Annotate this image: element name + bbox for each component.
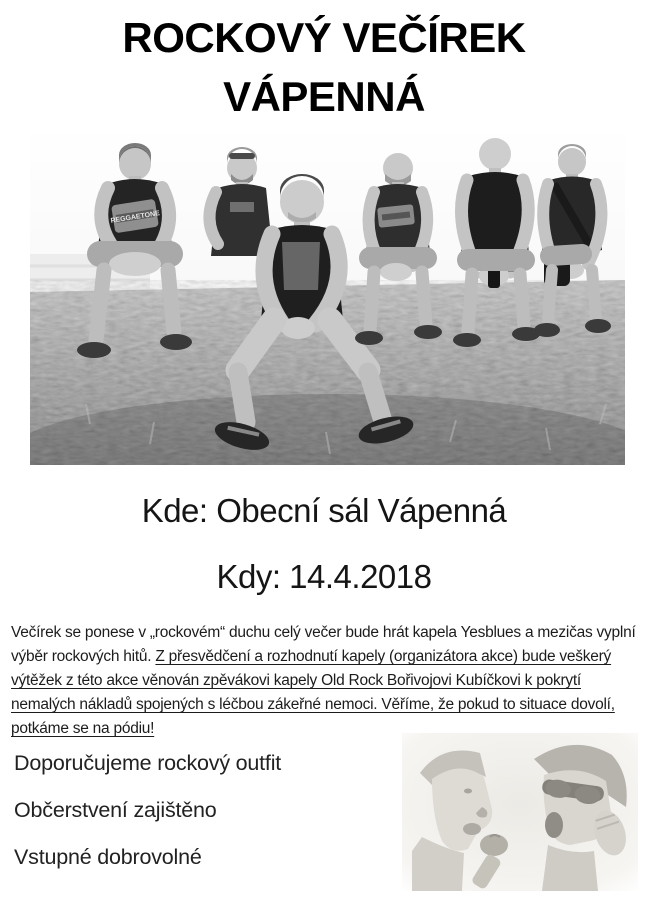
poster-title [0,8,648,126]
duet-photo-illustration [402,733,638,891]
info-line-refreshments: Občerstvení zajištěno [14,798,217,822]
info-lines [14,750,414,891]
band-photo-illustration [30,124,625,465]
when-line: Kdy: 14.4.2018 [216,558,432,595]
event-description [11,621,639,741]
description-intro: Večírek se ponese v „rockovém“ duchu celý večer bude hrát kapela Yesblues a mezičas vyplní výběr rockových hitů. [11,624,636,665]
info-line-outfit: Doporučujeme rockový outfit [14,751,282,775]
poster-title-line2: VÁPENNÁ [223,73,425,120]
where-line: Kde: Obecní sál Vápenná [141,492,507,529]
description-underlined: Z přesvědčení a rozhodnutí kapely (organizátora akce) bude veškerý výtěžek z této akce věnován zpěvákovi kapely Old Rock Bořivojovi Kubíčkovi k pokrytí nemalých nákladů spojených s léčbou zákeřné nemoci. Věříme, že pokud to situace dovolí, potkáme se na pódiu! [11,648,615,737]
poster-title-line1: ROCKOVÝ VEČÍREK [122,14,526,61]
band-photo [30,124,625,465]
shirt-print-text: REGGAETONE [110,210,161,225]
duet-photo [402,733,638,891]
info-line-admission: Vstupné dobrovolné [14,845,202,869]
